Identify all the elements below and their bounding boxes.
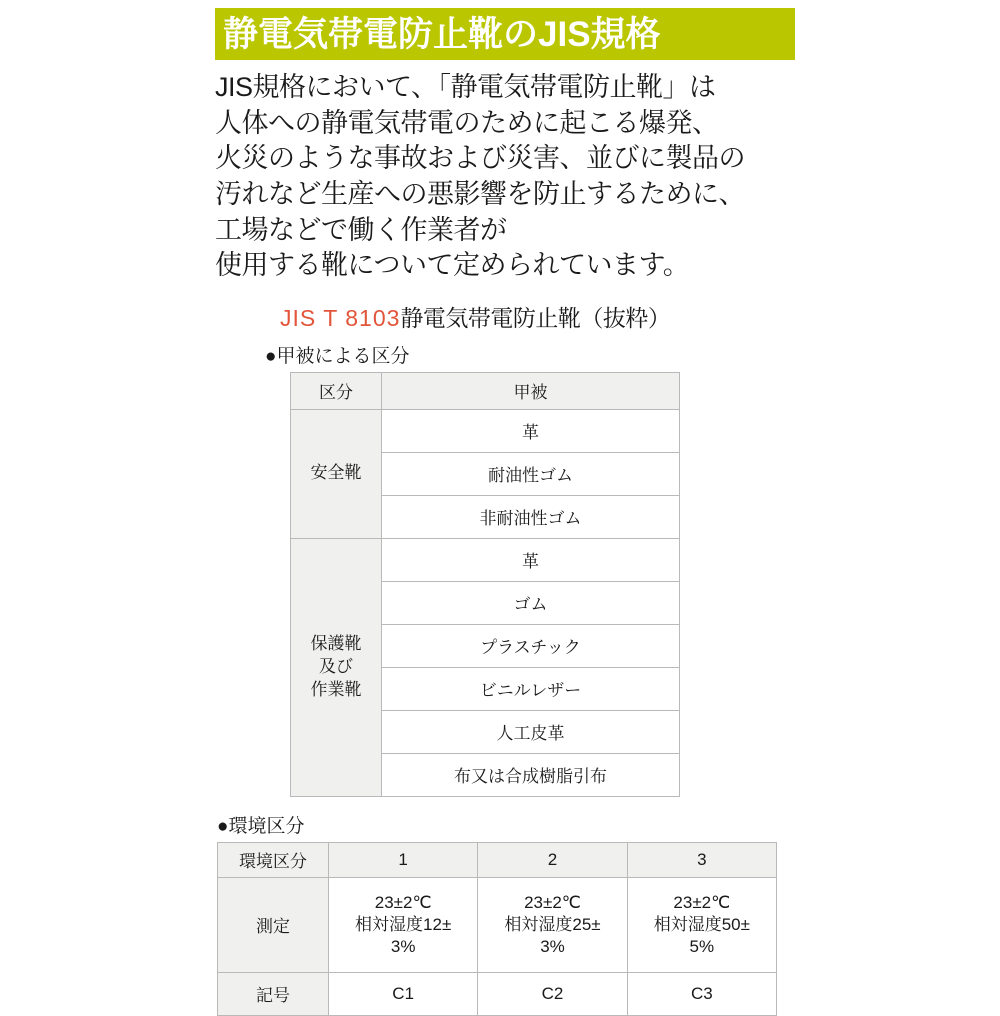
cell-line: 23±2℃	[673, 892, 731, 912]
cell-measurement-1	[329, 877, 478, 972]
column-header-category: 区分	[291, 372, 382, 409]
row-label-protective-work-shoes	[291, 538, 382, 796]
cell-symbol-2: C2	[478, 972, 627, 1015]
standard-title: 静電気帯電防止靴（抜粋）	[400, 304, 671, 331]
cell-line: 相対湿度50±	[653, 914, 750, 934]
cell-line: 23±2℃	[374, 892, 432, 912]
column-header-1: 1	[329, 842, 478, 877]
column-header-2: 2	[478, 842, 627, 877]
standard-code: JIS T 8103	[280, 304, 401, 331]
cell-line: 相対湿度25±	[504, 914, 601, 934]
table-row	[291, 538, 680, 581]
intro-line: 汚れなど生産への悪影響を防止するために、	[215, 178, 745, 209]
cell-value: 革	[382, 409, 680, 452]
cell-line: 相対湿度12±	[355, 914, 452, 934]
intro-line: 火災のような事故および災害、並びに製品の	[215, 143, 745, 174]
intro-line: JIS規格において、「静電気帯電防止靴」は	[215, 72, 716, 102]
uppers-classification-table	[290, 372, 680, 797]
document-content	[205, 0, 805, 1016]
page-title: 静電気帯電防止靴のJIS規格	[223, 14, 661, 54]
title-banner	[215, 8, 795, 60]
cell-measurement-3	[627, 877, 776, 972]
row-label-line: 及び	[319, 656, 353, 676]
cell-line: 5%	[689, 936, 715, 956]
cell-value: 非耐油性ゴム	[382, 495, 680, 538]
intro-line: 人体への静電気帯電のために起こる爆発、	[215, 107, 719, 138]
cell-line: 3%	[540, 936, 565, 956]
cell-symbol-3: C3	[627, 972, 776, 1015]
cell-line: 23±2℃	[524, 892, 581, 912]
standard-reference	[280, 300, 805, 333]
table-row	[218, 877, 777, 972]
section-heading-environment: ●環境区分	[217, 815, 305, 837]
column-header-3: 3	[627, 842, 776, 877]
section-heading-uppers: ●甲被による区分	[265, 345, 410, 367]
row-label-symbol: 記号	[218, 972, 329, 1015]
table-row	[291, 409, 680, 452]
cell-value: 人工皮革	[382, 710, 680, 753]
cell-value: ゴム	[382, 581, 680, 624]
cell-value: 耐油性ゴム	[382, 452, 680, 495]
cell-line: 3%	[390, 936, 416, 956]
intro-line: 工場などで働く作業者が	[215, 214, 507, 245]
environment-classification-table	[217, 842, 777, 1016]
table-row	[218, 972, 777, 1015]
row-label-line: 作業靴	[310, 679, 362, 699]
cell-value: ビニルレザー	[382, 667, 680, 710]
table-row	[291, 372, 680, 409]
cell-value: 布又は合成樹脂引布	[382, 753, 680, 796]
cell-value: 革	[382, 538, 680, 581]
column-header-environment: 環境区分	[218, 842, 329, 877]
table-row	[218, 842, 777, 877]
row-label-safety-shoes: 安全靴	[291, 409, 382, 538]
cell-symbol-1: C1	[329, 972, 478, 1015]
intro-line: 使用する靴について定められています。	[215, 250, 690, 281]
row-label-line: 保護靴	[310, 633, 362, 653]
row-label-measurement: 測定	[218, 877, 329, 972]
intro-paragraph	[215, 70, 815, 284]
cell-value: プラスチック	[382, 624, 680, 667]
cell-measurement-2	[478, 877, 627, 972]
column-header-upper: 甲被	[382, 372, 680, 409]
